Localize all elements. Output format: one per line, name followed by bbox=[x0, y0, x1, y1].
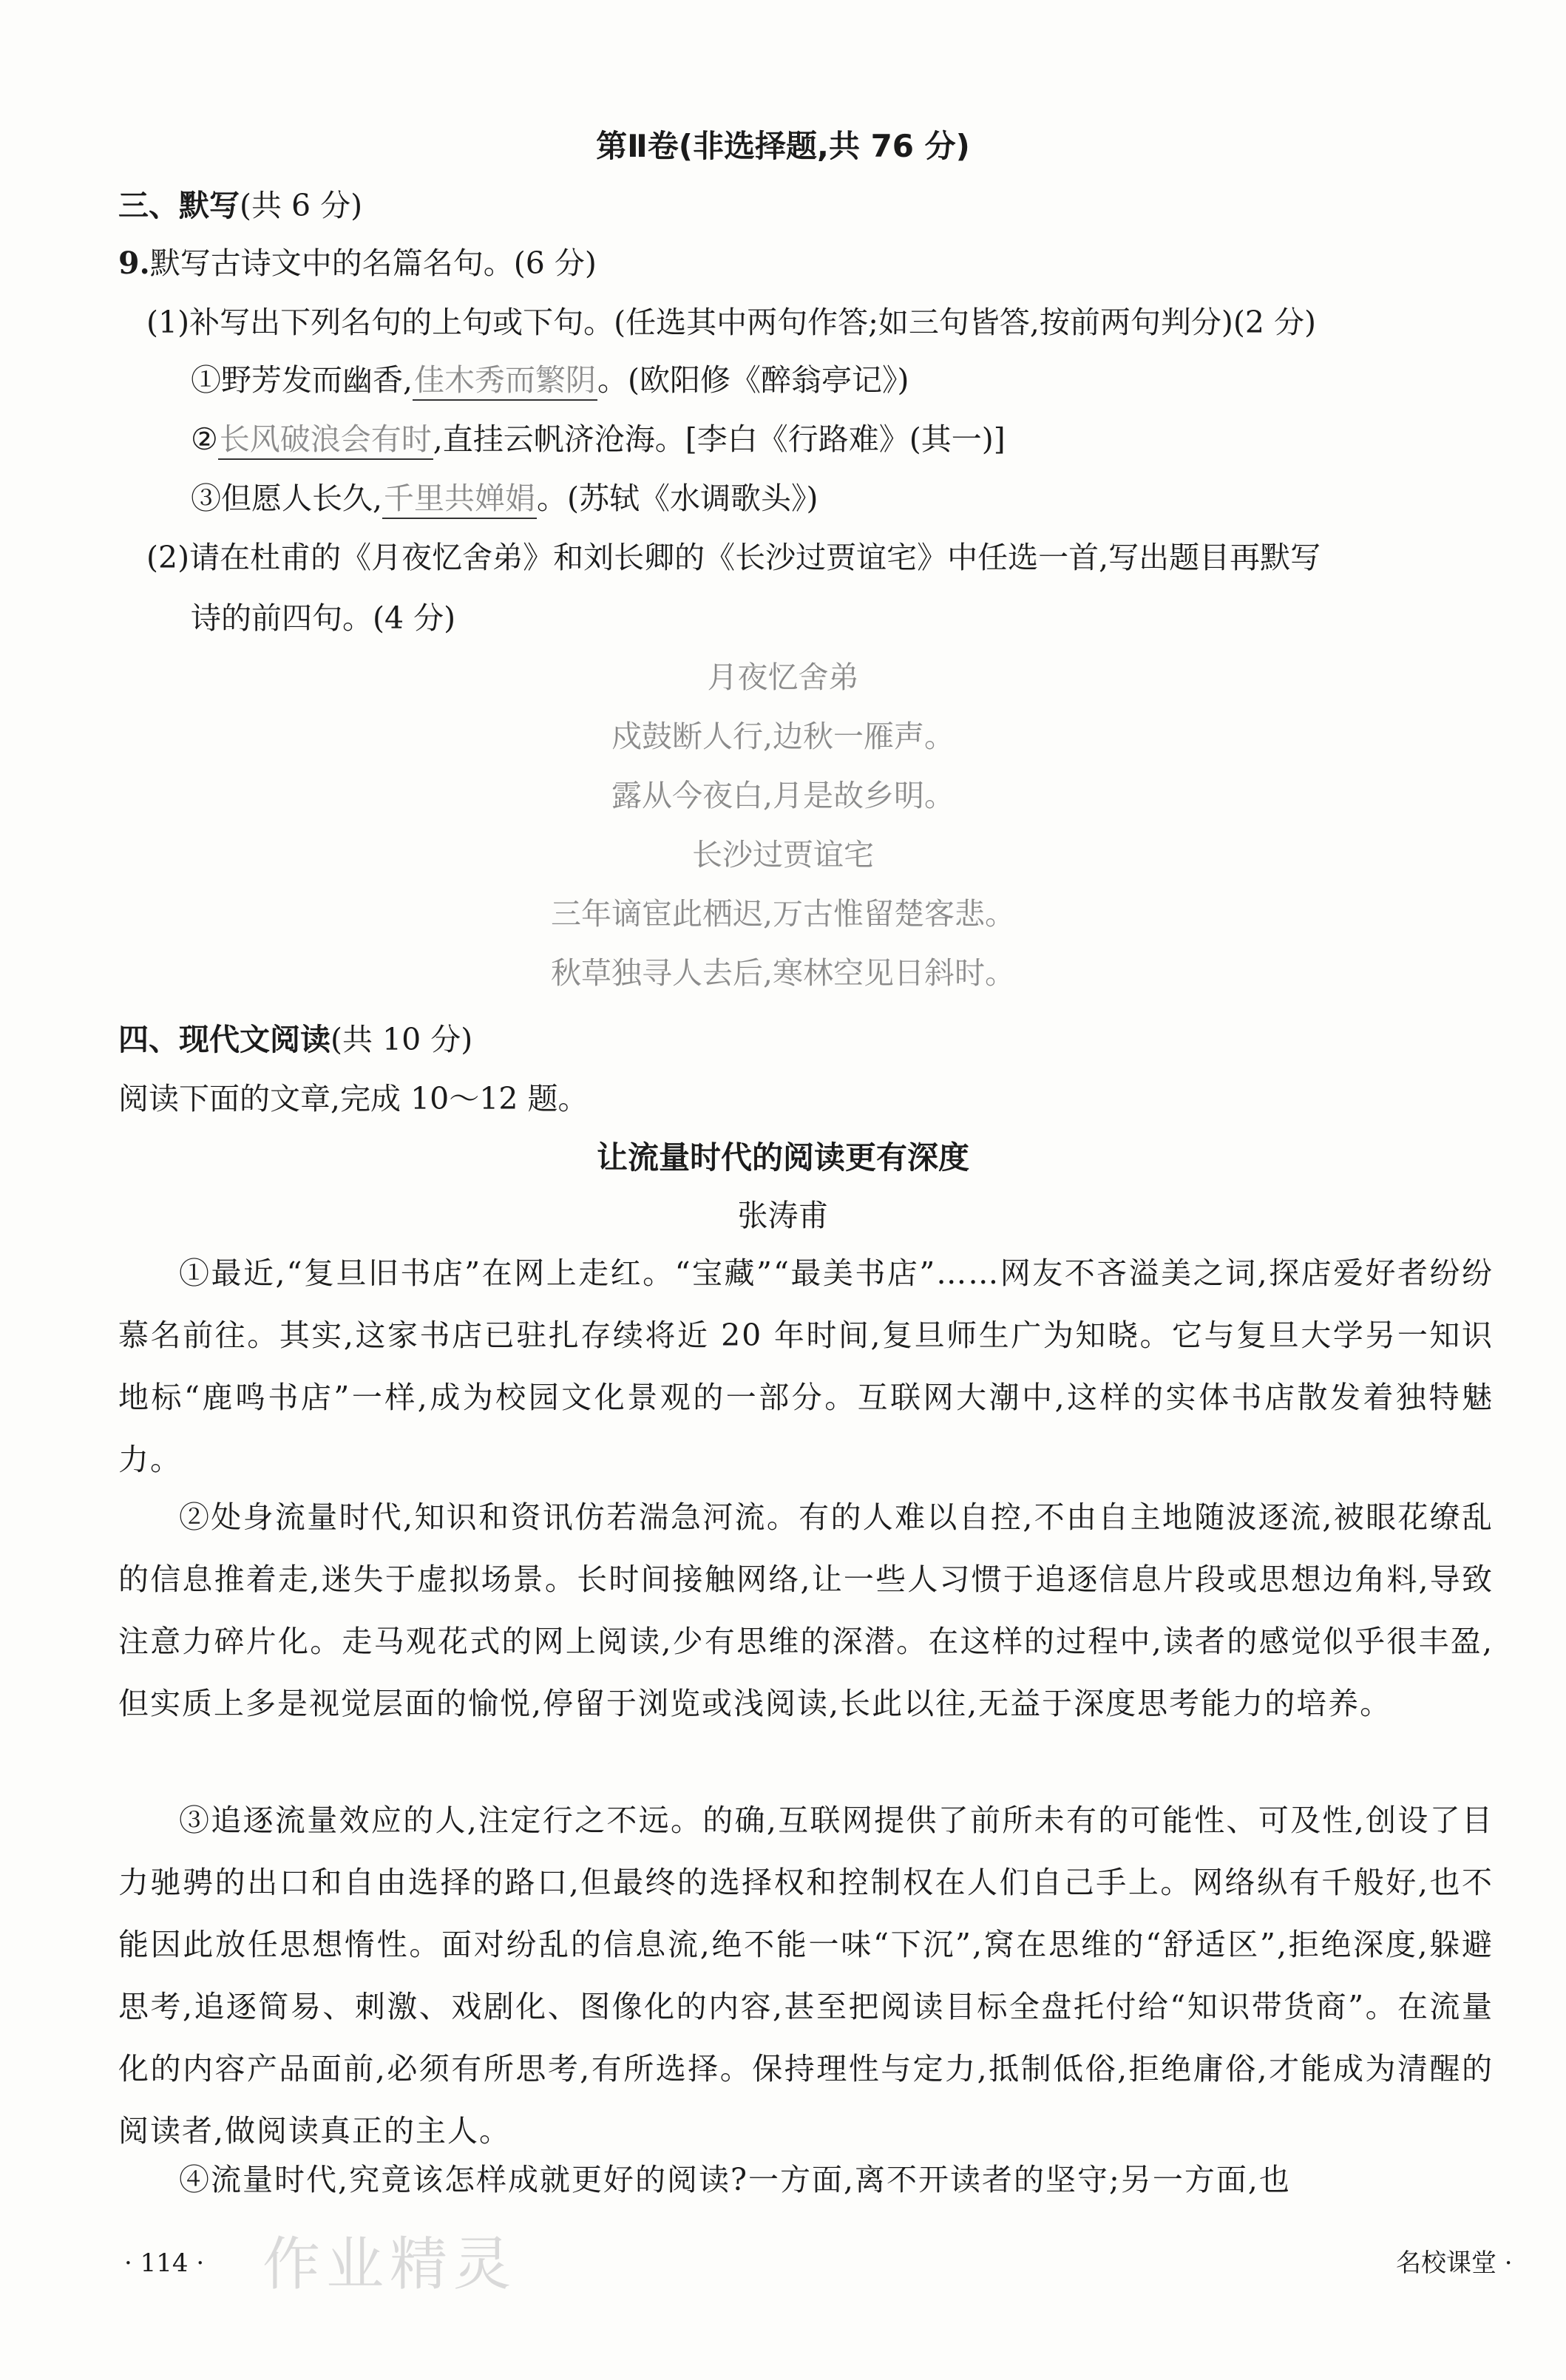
poem-answer-line: 戍鼓断人行,边秋一雁声。 bbox=[611, 719, 955, 754]
section-3-heading bbox=[118, 183, 362, 228]
part-title: 第Ⅱ卷(非选择题,共 76 分) bbox=[596, 128, 970, 164]
item-2-post: ,直挂云帆济沧海。[李白《行路难》(其一)] bbox=[433, 421, 1006, 457]
article-paragraph-2: ②处身流量时代,知识和资讯仿若湍急河流。有的人难以自控,不由自主地随波逐流,被眼花缭乱的信息推着走,迷失于虚拟场景。长时间接触网络,让一些人习惯于追逐信息片段或思想边角料,导致注意力碎片化。走马观花式的网上阅读,少有思维的深潜。在这样的过程中,读者的感觉似乎很丰盈,但实质上多是视觉层面的愉悦,停留于浏览或浅阅读,长此以往,无益于深度思考能力的培养。 bbox=[118, 1499, 1494, 1721]
section-3-score: (共 6 分) bbox=[240, 188, 363, 223]
watermark: 作业精灵 bbox=[262, 2231, 518, 2298]
article-paragraph-1: ①最近,“复旦旧书店”在网上走红。“宝藏”“最美书店”……网友不吝溢美之词,探店爱好者纷纷慕名前往。其实,这家书店已驻扎存续将近 20 年时间,复旦师生广为知晓。它与复旦大学另一知识地标“鹿鸣书店”一样,成为校园文化景观的一部分。互联网大潮中,这样的实体书店散发着独特魅力。 bbox=[118, 1255, 1494, 1477]
question-9 bbox=[118, 241, 597, 285]
poem-answer-line: 三年谪宦此栖迟,万古惟留楚客悲。 bbox=[550, 896, 1016, 932]
item-3-post: 。(苏轼《水调歌头》) bbox=[537, 481, 818, 516]
q9-sub2-line-1: (2)请在杜甫的《月夜忆舍弟》和刘长卿的《长沙过贾谊宅》中任选一首,写出题目再默写 bbox=[146, 540, 1321, 575]
question-9-number: 9. bbox=[118, 245, 150, 281]
item-3-answer: 千里共婵娟 bbox=[382, 481, 537, 519]
brand-label: 名校课堂 · bbox=[1396, 2248, 1513, 2278]
article-paragraph-3: ③追逐流量效应的人,注定行之不远。的确,互联网提供了前所未有的可能性、可及性,创设了目力驰骋的出口和自由选择的路口,但最终的选择权和控制权在人们自己手上。网络纵有千般好,也不能因此放任思想惰性。面对纷乱的信息流,绝不能一味“下沉”,窝在思维的“舒适区”,拒绝深度,躲避思考,追逐简易、刺激、戏剧化、图像化的内容,甚至把阅读目标全盘托付给“知识带货商”。在流量化的内容产品面前,必须有所思考,有所选择。保持理性与定力,抵制低俗,拒绝庸俗,才能成为清醒的阅读者,做阅读真正的主人。 bbox=[118, 1803, 1494, 2149]
item-1-post: 。(欧阳修《醉翁亭记》) bbox=[597, 362, 909, 398]
poem-answer-title: 长沙过贾谊宅 bbox=[692, 837, 874, 872]
section-3-label: 三、默写 bbox=[118, 188, 240, 223]
question-9-text: 默写古诗文中的名篇名句。(6 分) bbox=[149, 245, 597, 281]
section-4-heading bbox=[118, 1017, 472, 1062]
item-2-answer: 长风破浪会有时 bbox=[218, 421, 433, 460]
article-title: 让流量时代的阅读更有深度 bbox=[596, 1139, 969, 1176]
reading-instruction: 阅读下面的文章,完成 10～12 题。 bbox=[118, 1081, 589, 1116]
poem-answer-line: 秋草独寻人去后,寒林空见日斜时。 bbox=[550, 955, 1016, 991]
article-paragraph-4: ④流量时代,究竟该怎样成就更好的阅读?一方面,离不开读者的坚守;另一方面,也 bbox=[179, 2162, 1291, 2197]
page-number: · 114 · bbox=[124, 2248, 205, 2278]
item-2-pre: ② bbox=[191, 421, 218, 457]
poem-answer-title: 月夜忆舍弟 bbox=[707, 660, 859, 695]
section-4-label: 四、现代文阅读 bbox=[118, 1022, 331, 1057]
q9-sub2-line-2: 诗的前四句。(4 分) bbox=[191, 600, 456, 636]
q9-item-2 bbox=[191, 417, 1006, 461]
article-author: 张涛甫 bbox=[737, 1198, 829, 1233]
q9-sub1: (1)补写出下列名句的上句或下句。(任选其中两句作答;如三句皆答,按前两句判分)(2 分) bbox=[146, 305, 1317, 340]
item-1-answer: 佳木秀而繁阴 bbox=[413, 362, 597, 401]
q9-item-1 bbox=[191, 358, 909, 402]
poem-answer-line: 露从今夜白,月是故乡明。 bbox=[611, 778, 955, 813]
item-3-pre: ③但愿人长久, bbox=[191, 481, 383, 516]
q9-item-3 bbox=[191, 476, 818, 521]
section-4-score: (共 10 分) bbox=[331, 1022, 473, 1057]
item-1-pre: ①野芳发而幽香, bbox=[191, 362, 413, 398]
